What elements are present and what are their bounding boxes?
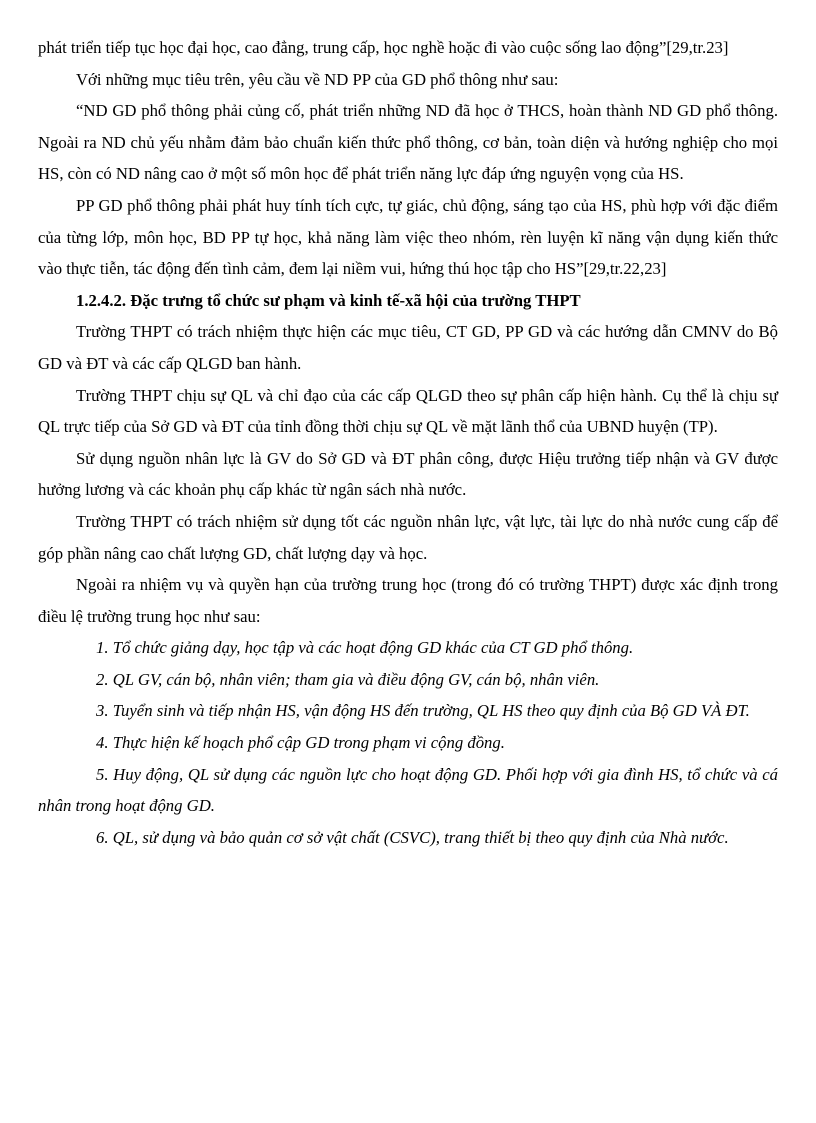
paragraph-continued: phát triển tiếp tục học đại học, cao đẳng, trung cấp, học nghề hoặc đi vào cuộc sống lao động”[29,tr.23]	[38, 38, 729, 57]
list-item: 3. Tuyển sinh và tiếp nhận HS, vận động HS đến trường, QL HS theo quy định của Bộ GD VÀ ĐT.	[96, 701, 750, 721]
paragraph: Ngoài ra nhiệm vụ và quyền hạn của trường trung học (trong đó có trường THPT) được xác định trong điều lệ trường trung học như sau:	[38, 575, 778, 626]
paragraph-quote: PP GD phổ thông phải phát huy tính tích cực, tự giác, chủ động, sáng tạo của HS, phù hợp với đặc điểm của từng lớp, môn học, BD PP tự học, khả năng làm việc theo nhóm, rèn luyện kĩ năng vận dụng kiến thức vào thực tiễn, tác động đến tình cảm, đem lại niềm vui, hứng thú học tập cho HS”[29,tr.22,23]	[38, 195, 778, 279]
paragraph: Trường THPT chịu sự QL và chỉ đạo của các cấp QLGD theo sự phân cấp hiện hành. Cụ thể là chịu sự QL trực tiếp của Sở GD và ĐT của tỉnh đồng thời chịu sự QL về mặt lãnh thổ của UBND huyện (TP).	[38, 385, 778, 437]
list-item: 1. Tổ chức giảng dạy, học tập và các hoạt động GD khác của CT GD phổ thông.	[96, 638, 634, 658]
paragraph: Sử dụng nguồn nhân lực là GV do Sở GD và ĐT phân công, được Hiệu trưởng tiếp nhận và GV được hưởng lương và các khoản phụ cấp khác từ ngân sách nhà nước.	[38, 448, 778, 500]
paragraph: Trường THPT có trách nhiệm thực hiện các mục tiêu, CT GD, PP GD và các hướng dẫn CMNV do Bộ GD và ĐT và các cấp QLGD ban hành.	[38, 322, 778, 373]
document-page	[38, 32, 778, 853]
paragraph-quote: “ND GD phổ thông phải củng cố, phát triển những ND đã học ở THCS, hoàn thành ND GD phổ thông. Ngoài ra ND chủ yếu nhằm đảm bảo chuẩn kiến thức phổ thông, cơ bản, toàn diện và hướng nghiệp cho mọi HS, còn có ND nâng cao ở một số môn học để phát triển năng lực đáp ứng nguyện vọng của HS.	[38, 101, 778, 184]
section-heading: 1.2.4.2. Đặc trưng tổ chức sư phạm và kinh tế-xã hội của trường THPT	[76, 290, 581, 310]
list-item: 2. QL GV, cán bộ, nhân viên; tham gia và điều động GV, cán bộ, nhân viên.	[96, 669, 600, 689]
list-item: 5. Huy động, QL sử dụng các nguồn lực cho hoạt động GD. Phối hợp với gia đình HS, tổ chức và cá nhân trong hoạt động GD.	[38, 764, 778, 816]
paragraph: Trường THPT có trách nhiệm sử dụng tốt các nguồn nhân lực, vật lực, tài lực do nhà nước cung cấp để góp phần nâng cao chất lượng GD, chất lượng dạy và học.	[38, 511, 778, 563]
list-item: 4. Thực hiện kế hoạch phổ cập GD trong phạm vi cộng đồng.	[96, 733, 505, 753]
paragraph: Với những mục tiêu trên, yêu cầu về ND PP của GD phổ thông như sau:	[76, 69, 559, 89]
list-item: 6. QL, sử dụng và bảo quản cơ sở vật chất (CSVC), trang thiết bị theo quy định của Nhà nước.	[96, 827, 729, 847]
